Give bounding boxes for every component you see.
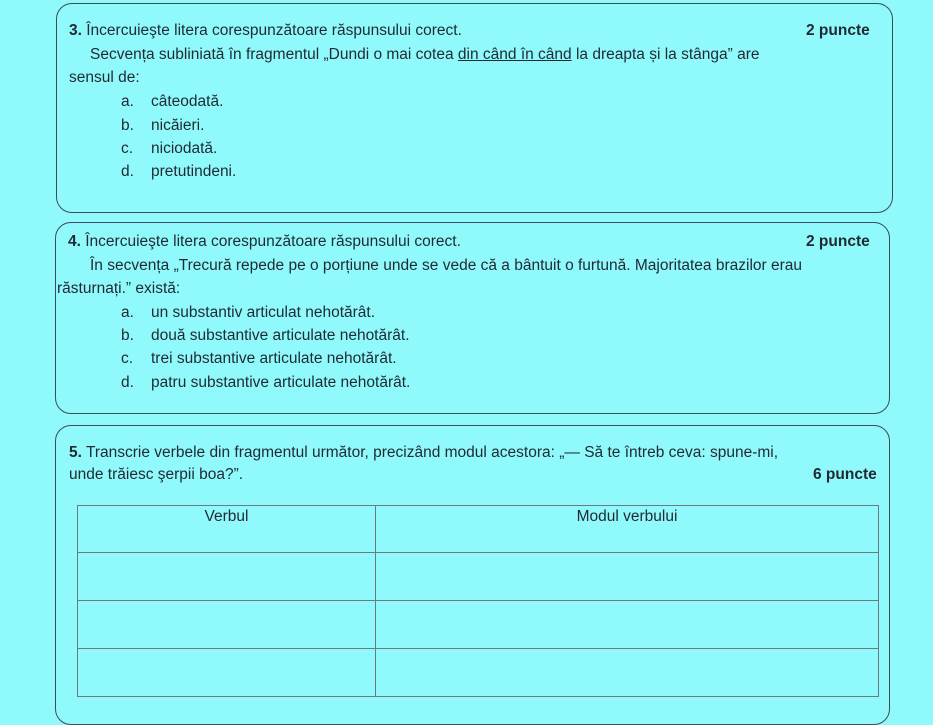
question-4-option-a[interactable]: a. un substantiv articulat nehotărât. (121, 304, 376, 321)
question-4-title (68, 231, 461, 253)
question-4-text-line2: răsturnați.” există: (57, 280, 181, 297)
question-3-text-post: la dreapta și la stânga” are (571, 46, 760, 63)
question-4-points: 2 puncte (806, 233, 870, 250)
question-3-option-c[interactable]: c. niciodată. (121, 140, 218, 157)
answer-cell-mode[interactable] (376, 553, 879, 601)
table-row (78, 553, 879, 601)
question-3-text-pre: Secvența subliniată în fragmentul „Dundi o mai cotea (90, 46, 458, 63)
question-5-text-line1: 5. Transcrie verbele din fragmentul următor, precizând modul acestora: „— Să te întreb ceva: spune-mi, (69, 444, 779, 461)
question-4-text-line1: În secvența „Trecură repede pe o porțiune unde se vede că a bântuit o furtună. Majoritatea brazilor erau (90, 257, 802, 274)
answer-cell-mode[interactable] (376, 649, 879, 697)
header-verbul: Verbul (78, 506, 376, 553)
answer-cell-verb[interactable] (78, 601, 376, 649)
question-3-text-line2: sensul de: (69, 69, 140, 86)
answer-cell-mode[interactable] (376, 601, 879, 649)
question-4-option-b[interactable]: b. două substantive articulate nehotărât. (121, 327, 410, 344)
question-5-number: 5. (69, 444, 82, 461)
question-3-option-a[interactable]: a. câteodată. (121, 93, 224, 110)
answer-cell-verb[interactable] (78, 553, 376, 601)
table-header-row (78, 506, 879, 553)
question-4-option-c[interactable]: c. trei substantive articulate nehotărât. (121, 350, 397, 367)
question-3-number: 3. (69, 22, 82, 39)
question-3-points: 2 puncte (806, 22, 870, 39)
question-3-instruction: Încercuieşte litera corespunzătoare răspunsului corect. (86, 22, 462, 39)
question-3-option-d[interactable]: d. pretutindeni. (121, 163, 237, 180)
question-4-option-d[interactable]: d. patru substantive articulate nehotărât. (121, 374, 411, 391)
header-modul-verbului: Modul verbului (376, 506, 879, 553)
question-5-text-line2: unde trăiesc şerpii boa?”. (69, 466, 244, 483)
question-5-points: 6 puncte (813, 466, 877, 483)
question-4-instruction: Încercuieşte litera corespunzătoare răspunsului corect. (85, 233, 461, 250)
question-3-text (90, 44, 880, 66)
question-3-option-b[interactable]: b. nicăieri. (121, 117, 205, 134)
table-row (78, 601, 879, 649)
verbs-table (77, 505, 879, 697)
table-row (78, 649, 879, 697)
question-3-title (69, 20, 462, 42)
question-3-underlined-text: din când în când (457, 46, 572, 63)
answer-cell-verb[interactable] (78, 649, 376, 697)
question-4-number: 4. (68, 233, 81, 250)
